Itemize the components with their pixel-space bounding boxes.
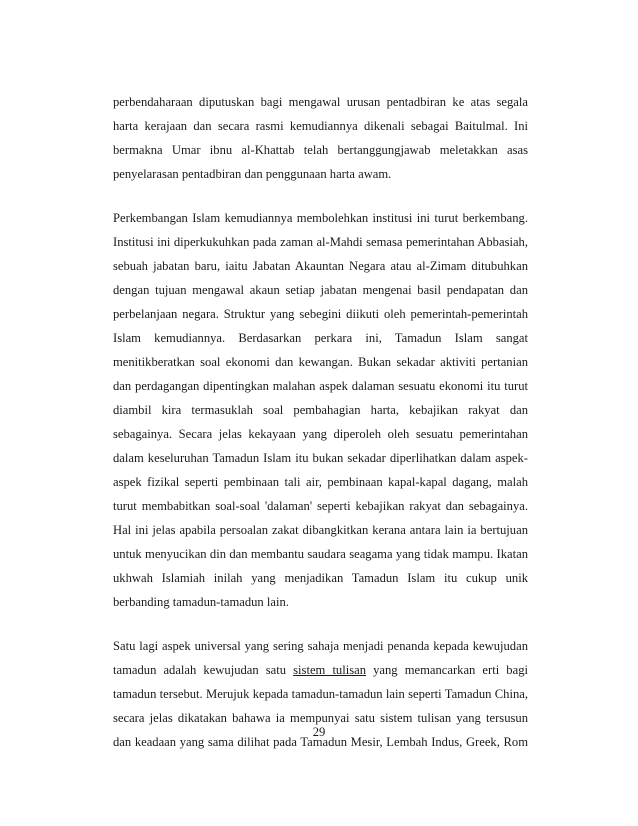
text-line: Islam kemudiannya. Berdasarkan perkara ini, Tamadun Islam sangat bbox=[113, 331, 528, 345]
text-line: secara jelas dikatakan bahawa ia mempunyai satu sistem tulisan yang tersusun bbox=[113, 711, 528, 725]
text-line: perbendaharaan diputuskan bagi mengawal urusan pentadbiran ke atas segala bbox=[113, 95, 528, 109]
text-line: perbelanjaan negara. Struktur yang sebegini diikuti oleh pemerintah-pemerintah bbox=[113, 307, 528, 321]
text-line: dan keadaan yang sama dilihat pada Tamadun Mesir, Lembah Indus, Greek, Rom bbox=[113, 735, 528, 749]
text-line: sebuah jabatan baru, iaitu Jabatan Akauntan Negara atau al-Zimam ditubuhkan bbox=[113, 259, 528, 273]
text-line: diambil kira termasuklah soal pembahagian harta, kebajikan rakyat dan bbox=[113, 403, 528, 417]
underlined-term: sistem tulisan bbox=[293, 663, 367, 677]
page-number: 29 bbox=[312, 725, 326, 739]
text-line-with-underline: tamadun adalah kewujudan satu sistem tulisan yang memancarkan erti bagi bbox=[113, 663, 528, 677]
paragraph-1 bbox=[113, 90, 528, 186]
text-line: dan perdagangan dipentingkan malahan aspek dalaman sesuatu ekonomi itu turut bbox=[113, 379, 528, 393]
text-line: harta kerajaan dan secara rasmi kemudiannya dikenali sebagai Baitulmal. Ini bbox=[113, 119, 528, 133]
text-line: Hal ini jelas apabila persoalan zakat dibangkitkan kerana antara lain ia bertujuan bbox=[113, 523, 528, 537]
text-line: berbanding tamadun-tamadun lain. bbox=[113, 595, 289, 609]
text-line: untuk menyucikan din dan membantu saudara seagama yang tidak mampu. Ikatan bbox=[113, 547, 528, 561]
body-text bbox=[113, 90, 528, 754]
text-line: dengan tujuan mengawal akaun setiap jabatan mengenai basil pendapatan dan bbox=[113, 283, 528, 297]
text-line: penyelarasan pentadbiran dan penggunaan harta awam. bbox=[113, 167, 392, 181]
text-line: ukhwah Islamiah inilah yang menjadikan Tamadun Islam itu cukup unik bbox=[113, 571, 528, 585]
text-line: Institusi ini diperkukuhkan pada zaman al-Mahdi semasa pemerintahan Abbasiah, bbox=[113, 235, 528, 249]
text-line: Perkembangan Islam kemudiannya membolehkan institusi ini turut berkembang. bbox=[113, 211, 528, 225]
text-line: sebagainya. Secara jelas kekayaan yang diperoleh oleh sesuatu pemerintahan bbox=[113, 427, 528, 441]
text-line: aspek fizikal seperti pembinaan tali air, pembinaan kapal-kapal dagang, malah bbox=[113, 475, 528, 489]
text-line: tamadun tersebut. Merujuk kepada tamadun-tamadun lain seperti Tamadun China, bbox=[113, 687, 528, 701]
paragraph-2 bbox=[113, 206, 528, 614]
text-line: Satu lagi aspek universal yang sering sahaja menjadi penanda kepada kewujudan bbox=[113, 639, 528, 653]
text-line: turut membabitkan soal-soal 'dalaman' seperti kebajikan rakyat dan sebagainya. bbox=[113, 499, 528, 513]
text-line: menitikberatkan soal ekonomi dan kewangan. Bukan sekadar aktiviti pertanian bbox=[113, 355, 528, 369]
text-line: bermakna Umar ibnu al-Khattab telah bertanggungjawab meletakkan asas bbox=[113, 143, 528, 157]
text-line: dalam keseluruhan Tamadun Islam itu bukan sekadar diperlihatkan dalam aspek- bbox=[113, 451, 528, 465]
